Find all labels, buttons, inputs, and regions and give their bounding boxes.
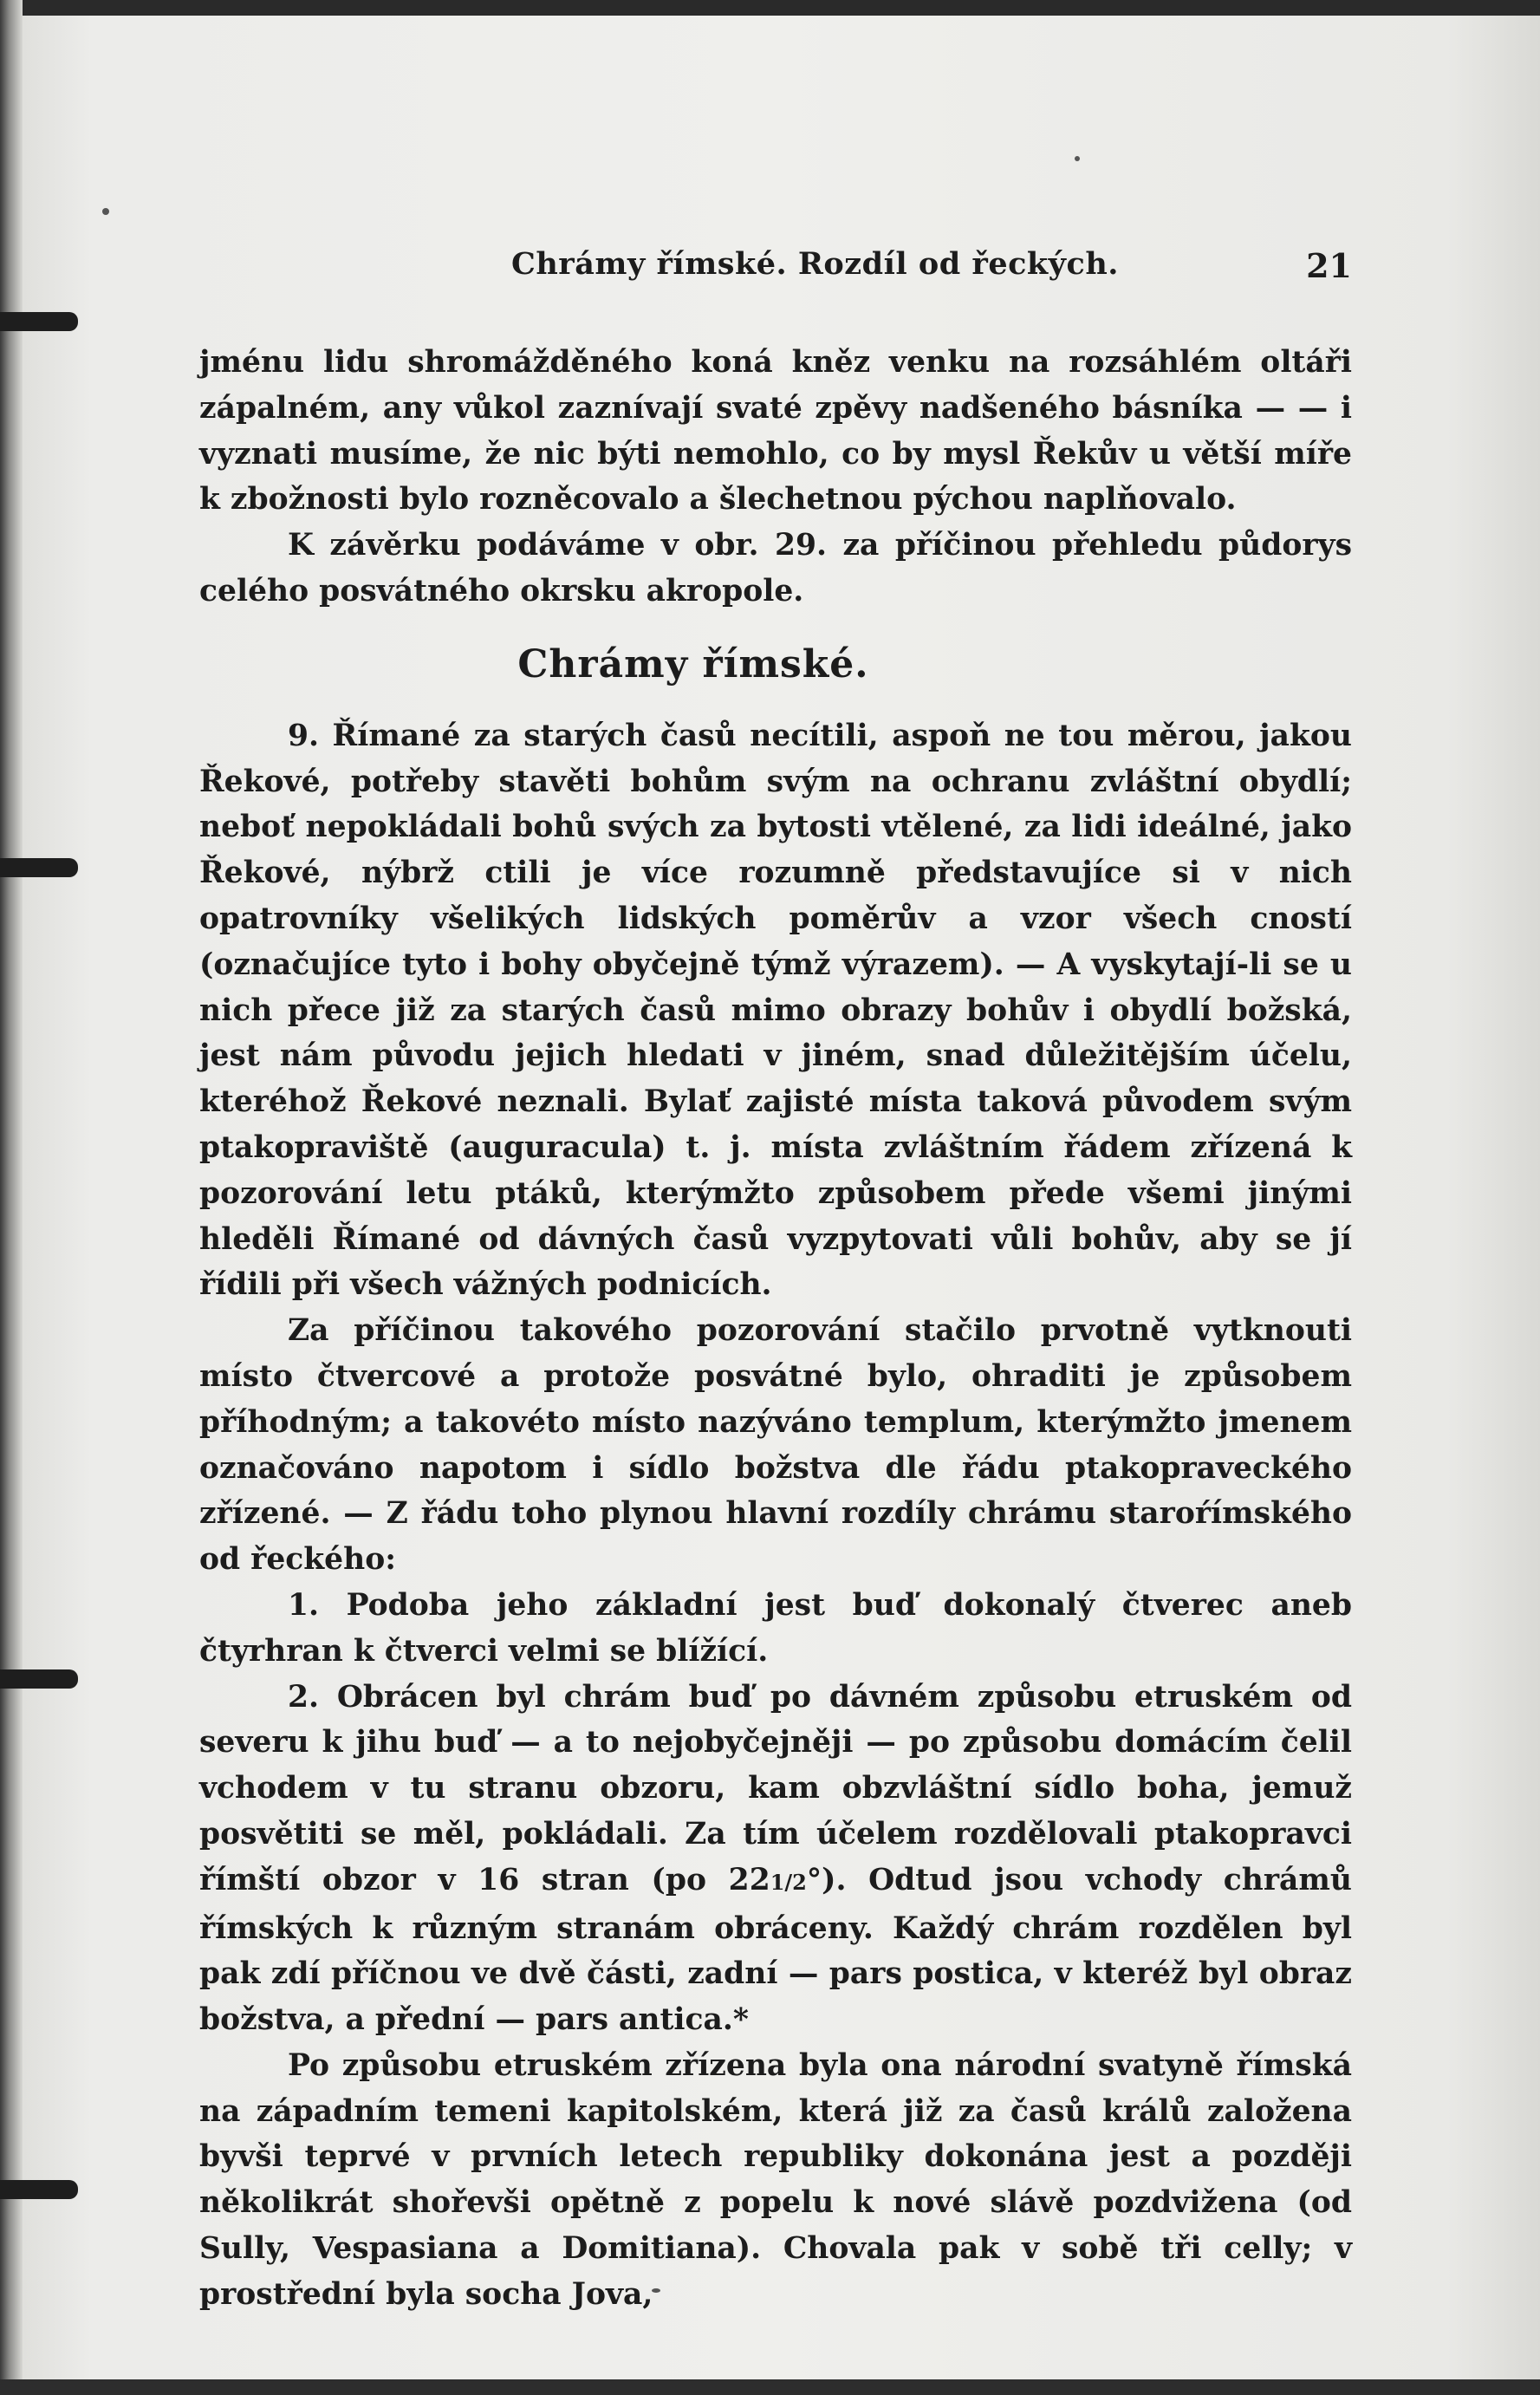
section-title: Chrámy římské.: [517, 641, 869, 687]
fraction: 1/2: [770, 1869, 807, 1895]
paragraph-9: 9. Římané za starých časů necítili, aspoň ne tou měrou, jakou Řekové, potřeby stavěti bohům svým na ochranu zvláštní obydlí; neboť nepokládali bohů svých za bytosti vtělené, za lidi ideálné, jako Řekové, nýbrž ctili je více rozumně představujíce si v nich opatrovníky všelikých lidských poměrův a vzor všech cností (označujíce tyto i bohy obyčejně týmž výrazem). — A vyskytají-li se u nich přece již za starých časů mimo obrazy bohův i obydlí božská, jest nám původu jejich hledati v jiném, snad důležitějším účelu, kteréhož Řekové neznali. Bylať zajisté místa taková původem svým ptakopraviště (auguracula) t. j. místa zvláštním řádem zřízená k pozorování letu ptáků, kterýmžto způsobem předе všemi jinými hleděli Římané od dávných časů vyzpytovati vůli bohův, aby se jí řídili při všech vážných podnicích.: [199, 718, 1352, 1303]
scan-bottom-edge: [0, 2379, 1540, 2395]
list-item-2: [199, 1675, 1352, 2043]
binding-tab-1: [0, 312, 78, 331]
figure-reference-paragraph: K závěrku podáváme v obr. 29. za příčinou přehledu půdorys celého posvátného okrsku akropole.: [199, 528, 1352, 609]
binding-tab-2: [0, 858, 78, 877]
continued-paragraph: jménu lidu shromážděného koná kněz venku na rozsáhlém oltáři zápalném, any vůkol zaznívají svaté zpěvy nadšeného básníka — — i vyznati musíme, že nic býti nemohlo, co by mysl Řekův u větší míře k zbožnosti bylo rozněcovalo a šlechetnou pýchou naplňovalo.: [199, 345, 1352, 517]
scan-top-edge: [0, 0, 1540, 16]
list-item-2-end: °). Odtud jsou vchody chrámů římských k různým stranám obráceny. Každý chrám rozdělen byl pak zdí příčnou ve dvě části, zadní — pars postica, v kteréž byl obraz božstva, a přední — pars antica.*: [199, 1862, 1352, 2038]
list-item-1: 1. Podoba jeho základní jest buď dokonalý čtverec aneb čtyrhran k čtverci velmi se blížící.: [199, 1587, 1352, 1669]
binding-tab-4: [0, 2180, 78, 2199]
scan-speck: [1075, 156, 1080, 161]
page-header: [199, 246, 1352, 290]
running-head: Chrámy římské. Rozdíl od řeckých.: [511, 246, 1119, 282]
scan-speck: [102, 208, 109, 215]
page-number: 21: [1306, 246, 1352, 285]
paragraph-etruscan: Po způsobu etruském zřízena byla ona národní svatyně římská na západním temeni kapitolském, která již za časů králů založena byvši teprvé v prvních letech republiky dokonána jest a později několikrát shořevši opětně z popelu k nové slávě pozdvižena (od Sully, Vespasiana a Domitiana). Chovala pak v sobě tři celly; v prostřední byla socha Jova,: [199, 2047, 1352, 2312]
paragraph-observation: Za příčinou takového pozorování stačilo prvotně vytknouti místo čtvercové a protože posvátné bylo, ohraditi je způsobem příhodným; a takovéto místo nazýváno templum, kterýmžto jmenem označováno napotom i sídlo božstva dle řádu ptakopraveckého zřízené. — Z řádu toho plynou hlavní rozdíly chrámu staroŕímského od řeckého:: [199, 1313, 1352, 1578]
page-body: [199, 340, 1352, 2318]
scan-left-edge: [0, 0, 23, 2395]
binding-tab-3: [0, 1669, 78, 1689]
list-item-2-start: 2. Obrácen byl chrám buď po dávném způsobu etruském od severu k jihu buď — a to nejobyčejněji — po způsobu domácím čelil vchodem v tu stranu obzoru, kam obzvláštní sídlo boha, jemuž posvětiti se měl, pokládali. Za tím účelem rozdělovali ptakopravci římští obzor v 16 stran (po 22: [199, 1679, 1352, 1897]
